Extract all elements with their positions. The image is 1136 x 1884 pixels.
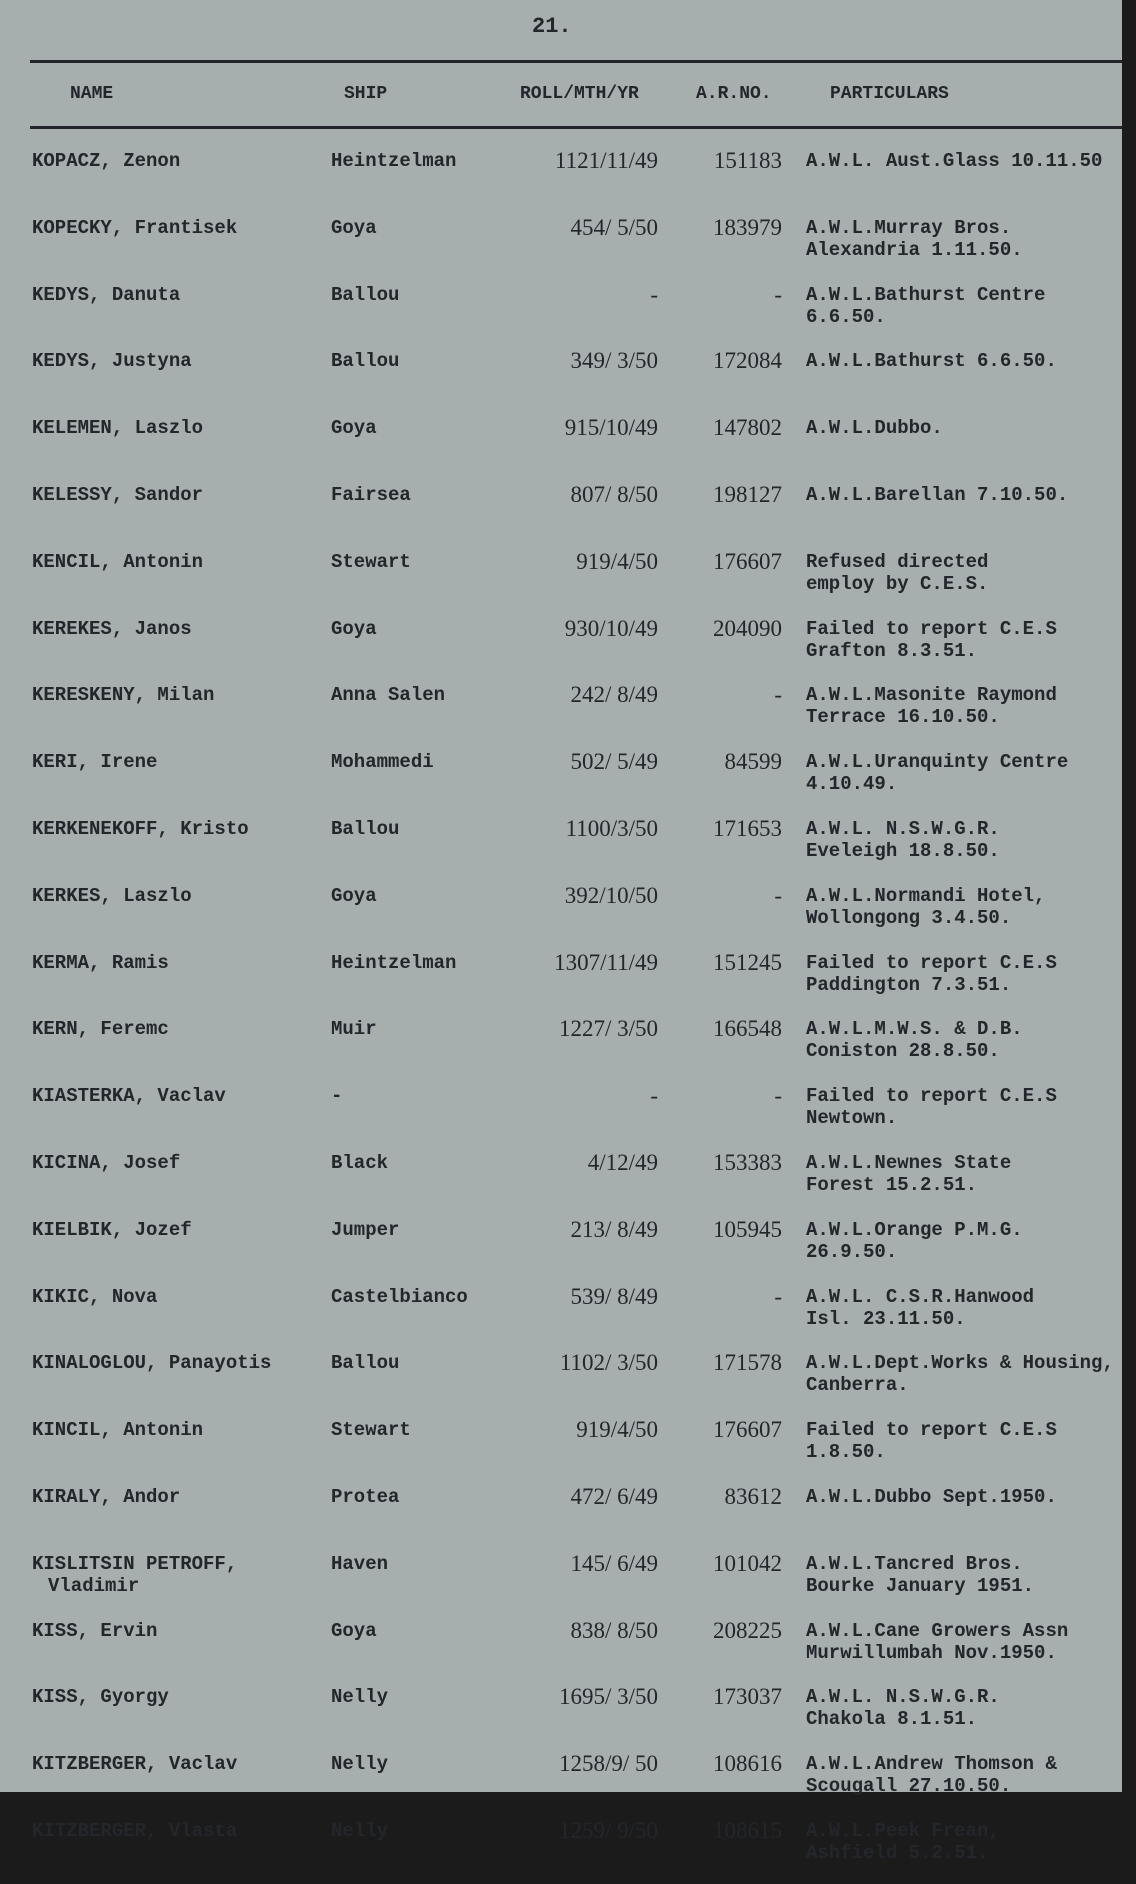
particulars	[806, 417, 943, 439]
particulars	[806, 1085, 1057, 1129]
ship-name: Goya	[331, 417, 377, 440]
particulars-line: Bourke January 1951.	[806, 1574, 1035, 1597]
table-row	[0, 1085, 1122, 1149]
roll-month-year: 472/ 6/49	[570, 1484, 658, 1509]
ar-number: 166548	[713, 1016, 782, 1042]
particulars	[806, 284, 1045, 328]
roll-month-year: 392/10/50	[564, 882, 658, 908]
person-name-line: Vladimir	[48, 1574, 140, 1597]
roll-month-year: 145/ 6/49	[570, 1550, 658, 1576]
particulars	[806, 551, 988, 595]
particulars	[806, 751, 1068, 795]
table-row	[0, 1419, 1122, 1483]
table-row	[0, 350, 1122, 414]
person-name-line: KELESSY, Sandor	[32, 484, 204, 506]
ship-name: Protea	[331, 1486, 400, 1508]
table-row	[0, 949, 1122, 1016]
table-row	[0, 882, 1122, 949]
person-name-line: KEREKES, Janos	[32, 617, 192, 640]
roll-month-year: -	[650, 1083, 658, 1109]
ship-name: Ballou	[331, 1352, 400, 1375]
header-name: NAME	[70, 84, 114, 104]
person-name-line: KENCIL, Antonin	[32, 550, 204, 573]
person-name	[32, 618, 192, 640]
particulars	[806, 1018, 1023, 1062]
person-name-line: KERKES, Laszlo	[32, 884, 192, 907]
ar-number: 171653	[713, 816, 782, 841]
ar-number: -	[774, 1283, 782, 1309]
particulars	[806, 217, 1023, 261]
particulars	[806, 1352, 1114, 1396]
person-name-line: KITZBERGER, Vlasta	[32, 1820, 238, 1842]
ship-name: Heintzelman	[331, 951, 457, 974]
table-row	[0, 548, 1122, 615]
ar-number: 176607	[713, 1417, 782, 1443]
ar-number: 176607	[713, 548, 782, 574]
ship-name: Goya	[331, 884, 377, 907]
person-name	[32, 350, 192, 372]
person-name-line: KERMA, Ramis	[32, 951, 169, 974]
table-row	[0, 751, 1122, 815]
roll-month-year: 1100/3/50	[565, 816, 658, 841]
ar-number: 173037	[713, 1684, 782, 1710]
particulars-line: Failed to report C.E.S	[806, 1419, 1057, 1442]
ship-name: Ballou	[331, 350, 400, 373]
roll-month-year: 1121/11/49	[554, 148, 658, 173]
person-name	[32, 217, 237, 239]
person-name	[32, 1620, 157, 1642]
ship-name: Black	[331, 1152, 389, 1174]
particulars	[806, 1820, 1000, 1864]
header-bottom-rule	[30, 126, 1122, 129]
particulars	[806, 885, 1045, 929]
particulars-line: A.W.L.Peek Frean,	[806, 1820, 1000, 1842]
roll-month-year: 919/4/50	[576, 1417, 658, 1443]
person-name	[32, 150, 180, 172]
ship-name: Heintzelman	[331, 150, 457, 172]
table-row	[0, 281, 1122, 348]
table-row	[0, 1617, 1122, 1684]
person-name-line: KERN, Feremc	[32, 1018, 169, 1041]
table-row	[0, 417, 1122, 481]
person-name-line: KICINA, Josef	[32, 1152, 181, 1174]
roll-month-year: 213/ 8/49	[570, 1216, 658, 1242]
particulars-line: Wollongong 3.4.50.	[806, 906, 1012, 929]
roll-month-year: -	[650, 281, 658, 307]
ship-name: Goya	[331, 216, 377, 239]
ar-number: 198127	[713, 482, 782, 507]
table-row	[0, 615, 1122, 682]
ship-name: Ballou	[331, 818, 400, 840]
person-name-line: KIRALY, Andor	[32, 1486, 181, 1508]
particulars-line: Terrace 16.10.50.	[806, 706, 1000, 729]
particulars-line: A.W.L.Dubbo.	[806, 417, 943, 440]
ar-number: 108616	[713, 1751, 782, 1777]
particulars-line: Scougall 27.10.50.	[806, 1775, 1012, 1798]
person-name-line: KELEMEN, Laszlo	[32, 417, 204, 440]
roll-month-year: 242/ 8/49	[570, 682, 658, 708]
ship-name: Fairsea	[331, 484, 411, 506]
particulars	[806, 150, 1102, 172]
person-name-line: KOPACZ, Zenon	[32, 150, 181, 172]
table-row	[0, 150, 1122, 214]
person-name	[32, 751, 157, 773]
particulars-line: A.W.L. Aust.Glass 10.11.50	[806, 150, 1103, 172]
ar-number: 101042	[713, 1550, 782, 1576]
particulars	[806, 618, 1057, 662]
person-name-line: KIASTERKA, Vaclav	[32, 1085, 226, 1108]
roll-month-year: 1695/ 3/50	[558, 1684, 658, 1710]
person-name-line: KERESKENY, Milan	[32, 684, 215, 707]
particulars-line: 6.6.50.	[806, 305, 886, 328]
table-row	[0, 1486, 1122, 1550]
person-name-line: KINALOGLOU, Panayotis	[32, 1352, 272, 1375]
roll-month-year: 349/ 3/50	[570, 348, 658, 374]
roll-month-year: 1258/9/ 50	[558, 1751, 658, 1777]
ar-number: 108615	[713, 1818, 782, 1843]
roll-month-year: 930/10/49	[564, 615, 658, 641]
person-name-line: KOPECKY, Frantisek	[32, 216, 238, 239]
ar-number: 151183	[713, 148, 782, 173]
particulars	[806, 350, 1057, 372]
person-name-line: KISLITSIN PETROFF,	[32, 1552, 238, 1575]
roll-month-year: 4/12/49	[587, 1150, 658, 1175]
table-row	[0, 1686, 1122, 1750]
particulars-line: A.W.L.Orange P.M.G.	[806, 1218, 1023, 1241]
particulars	[806, 952, 1057, 996]
person-name	[32, 1085, 226, 1107]
particulars-line: Eveleigh 18.8.50.	[806, 840, 1000, 862]
ship-name: Goya	[331, 1619, 377, 1642]
particulars-line: Failed to report C.E.S	[806, 617, 1057, 640]
ar-number: -	[774, 682, 782, 708]
person-name-line: KEDYS, Justyna	[32, 350, 192, 373]
particulars	[806, 1486, 1057, 1508]
person-name	[32, 1686, 169, 1708]
particulars-line: Failed to report C.E.S	[806, 1085, 1057, 1108]
particulars-line: Newtown.	[806, 1107, 898, 1130]
particulars	[806, 684, 1057, 728]
particulars	[806, 1152, 1011, 1196]
ar-number: -	[774, 281, 782, 307]
roll-month-year: 807/ 8/50	[570, 482, 658, 507]
person-name	[32, 818, 249, 840]
page-number: 21.	[532, 14, 572, 39]
particulars-line: A.W.L.Newnes State	[806, 1152, 1012, 1174]
person-name-line: KIELBIK, Jozef	[32, 1218, 192, 1241]
table-row	[0, 1283, 1122, 1350]
particulars	[806, 484, 1068, 506]
ship-name: Castelbianco	[331, 1285, 468, 1308]
table-row	[0, 1216, 1122, 1283]
particulars	[806, 1419, 1057, 1463]
particulars-line: A.W.L.Bathurst Centre	[806, 283, 1046, 306]
ship-name: Mohammedi	[331, 751, 434, 774]
particulars-line: Murwillumbah Nov.1950.	[806, 1641, 1057, 1664]
particulars-line: Failed to report C.E.S	[806, 951, 1057, 974]
roll-month-year: 502/ 5/49	[570, 749, 658, 775]
roll-month-year: 838/ 8/50	[570, 1617, 658, 1643]
particulars-line: A.W.L.Uranquinty Centre	[806, 751, 1069, 774]
ship-name: Haven	[331, 1552, 389, 1575]
ar-number: 105945	[713, 1216, 782, 1242]
person-name	[32, 1486, 180, 1508]
particulars-line: A.W.L.Dubbo Sept.1950.	[806, 1486, 1057, 1508]
roll-month-year: 915/10/49	[564, 415, 658, 441]
particulars-line: A.W.L.Cane Growers Assn	[806, 1619, 1069, 1642]
person-name	[32, 284, 180, 306]
ar-number: 172084	[713, 348, 782, 374]
table-row	[0, 1550, 1122, 1617]
table-row	[0, 1018, 1122, 1082]
particulars-line: A.W.L.Dept.Works & Housing,	[806, 1352, 1114, 1375]
header-particulars: PARTICULARS	[830, 84, 949, 104]
particulars-line: employ by C.E.S.	[806, 572, 989, 595]
person-name-line: KITZBERGER, Vaclav	[32, 1753, 238, 1776]
table-row	[0, 484, 1122, 548]
ship-name: Goya	[331, 617, 377, 640]
particulars-line: Chakola 8.1.51.	[806, 1708, 978, 1731]
particulars-line: Canberra.	[806, 1374, 909, 1397]
particulars-line: A.W.L. C.S.R.Hanwood	[806, 1285, 1035, 1308]
particulars-line: Isl. 23.11.50.	[806, 1307, 966, 1330]
ship-name: Stewart	[331, 550, 411, 573]
table-header	[0, 84, 1122, 108]
particulars-line: Ashfield 5.2.51.	[806, 1842, 989, 1864]
person-name	[32, 1152, 180, 1174]
person-name-line: KINCIL, Antonin	[32, 1419, 204, 1442]
roll-month-year: 1307/11/49	[554, 949, 658, 975]
ar-number: 183979	[713, 214, 782, 240]
roll-month-year: 454/ 5/50	[570, 214, 658, 240]
ar-number: 83612	[724, 1484, 782, 1509]
person-name-line: KIKIC, Nova	[32, 1285, 158, 1308]
person-name	[32, 1753, 237, 1775]
ar-number: 171578	[713, 1350, 782, 1376]
ship-name: Nelly	[331, 1753, 389, 1776]
particulars-line: A.W.L.Andrew Thomson &	[806, 1753, 1057, 1776]
ar-number: 204090	[713, 615, 782, 641]
person-name	[32, 1352, 271, 1374]
ship-name: Jumper	[331, 1218, 400, 1241]
particulars-line: 26.9.50.	[806, 1240, 898, 1263]
table-row	[0, 214, 1122, 281]
particulars-line: Forest 15.2.51.	[806, 1174, 978, 1196]
person-name	[32, 684, 214, 706]
particulars-line: A.W.L.Bathurst 6.6.50.	[806, 350, 1057, 373]
header-roll: ROLL/MTH/YR	[520, 84, 639, 104]
person-name	[32, 1219, 192, 1241]
table-row	[0, 818, 1122, 882]
ar-number: -	[774, 1083, 782, 1109]
particulars	[806, 1620, 1068, 1664]
ship-name: -	[331, 1085, 343, 1108]
person-name-line: KISS, Gyorgy	[32, 1686, 169, 1709]
table-row	[0, 1753, 1122, 1817]
particulars-line: A.W.L.Barellan 7.10.50.	[806, 484, 1069, 506]
particulars-line: Grafton 8.3.51.	[806, 639, 978, 662]
roll-month-year: 1227/ 3/50	[558, 1016, 658, 1042]
person-name	[32, 1553, 237, 1597]
particulars	[806, 1219, 1023, 1263]
ar-number: 153383	[713, 1150, 782, 1175]
particulars-line: 4.10.49.	[806, 773, 898, 796]
ar-number: 84599	[724, 749, 782, 775]
ship-name: Nelly	[331, 1686, 389, 1709]
person-name-line: KERKENEKOFF, Kristo	[32, 818, 249, 840]
particulars-line: 1.8.50.	[806, 1441, 886, 1464]
ship-name: Muir	[331, 1018, 377, 1041]
person-name	[32, 885, 192, 907]
particulars-line: A.W.L.Tancred Bros.	[806, 1552, 1023, 1575]
person-name	[32, 1018, 169, 1040]
person-name	[32, 551, 203, 573]
table-row	[0, 1820, 1122, 1884]
header-top-rule	[30, 60, 1122, 63]
roll-month-year: 1259/ 9/50	[558, 1818, 658, 1843]
header-ar-number: A.R.NO.	[696, 84, 772, 104]
ship-name: Ballou	[331, 283, 400, 306]
particulars	[806, 1286, 1034, 1330]
person-name	[32, 952, 169, 974]
particulars-line: Refused directed	[806, 550, 989, 573]
ar-number: -	[774, 882, 782, 908]
particulars-line: A.W.L.M.W.S. & D.B.	[806, 1018, 1023, 1041]
ar-number: 208225	[713, 1617, 782, 1643]
particulars	[806, 1686, 1000, 1730]
particulars-line: Paddington 7.3.51.	[806, 973, 1012, 996]
particulars	[806, 1553, 1034, 1597]
roll-month-year: 919/4/50	[576, 548, 658, 574]
particulars-line: A.W.L.Murray Bros.	[806, 216, 1012, 239]
ship-name: Anna Salen	[331, 684, 446, 707]
particulars-line: A.W.L.Masonite Raymond	[806, 684, 1057, 707]
ar-number: 147802	[713, 415, 782, 441]
table-row	[0, 684, 1122, 748]
particulars-line: Alexandria 1.11.50.	[806, 238, 1023, 261]
particulars-line: A.W.L.Normandi Hotel,	[806, 884, 1046, 907]
table-row	[0, 1152, 1122, 1216]
person-name-line: KISS, Ervin	[32, 1619, 158, 1642]
particulars	[806, 818, 1000, 862]
roll-month-year: 539/ 8/49	[570, 1283, 658, 1309]
person-name	[32, 484, 203, 506]
particulars-line: Coniston 28.8.50.	[806, 1040, 1000, 1063]
table-row	[0, 1352, 1122, 1416]
ar-number: 151245	[713, 949, 782, 975]
roll-month-year: 1102/ 3/50	[559, 1350, 658, 1376]
ship-name: Nelly	[331, 1820, 389, 1842]
particulars-line: A.W.L. N.S.W.G.R.	[806, 818, 1000, 840]
particulars	[806, 1753, 1057, 1797]
person-name	[32, 1820, 237, 1842]
ship-name: Stewart	[331, 1419, 411, 1442]
person-name-line: KEDYS, Danuta	[32, 283, 181, 306]
person-name-line: KERI, Irene	[32, 751, 158, 774]
person-name	[32, 1419, 203, 1441]
particulars-line: A.W.L. N.S.W.G.R.	[806, 1686, 1000, 1709]
person-name	[32, 417, 203, 439]
person-name	[32, 1286, 157, 1308]
header-ship: SHIP	[344, 84, 388, 104]
